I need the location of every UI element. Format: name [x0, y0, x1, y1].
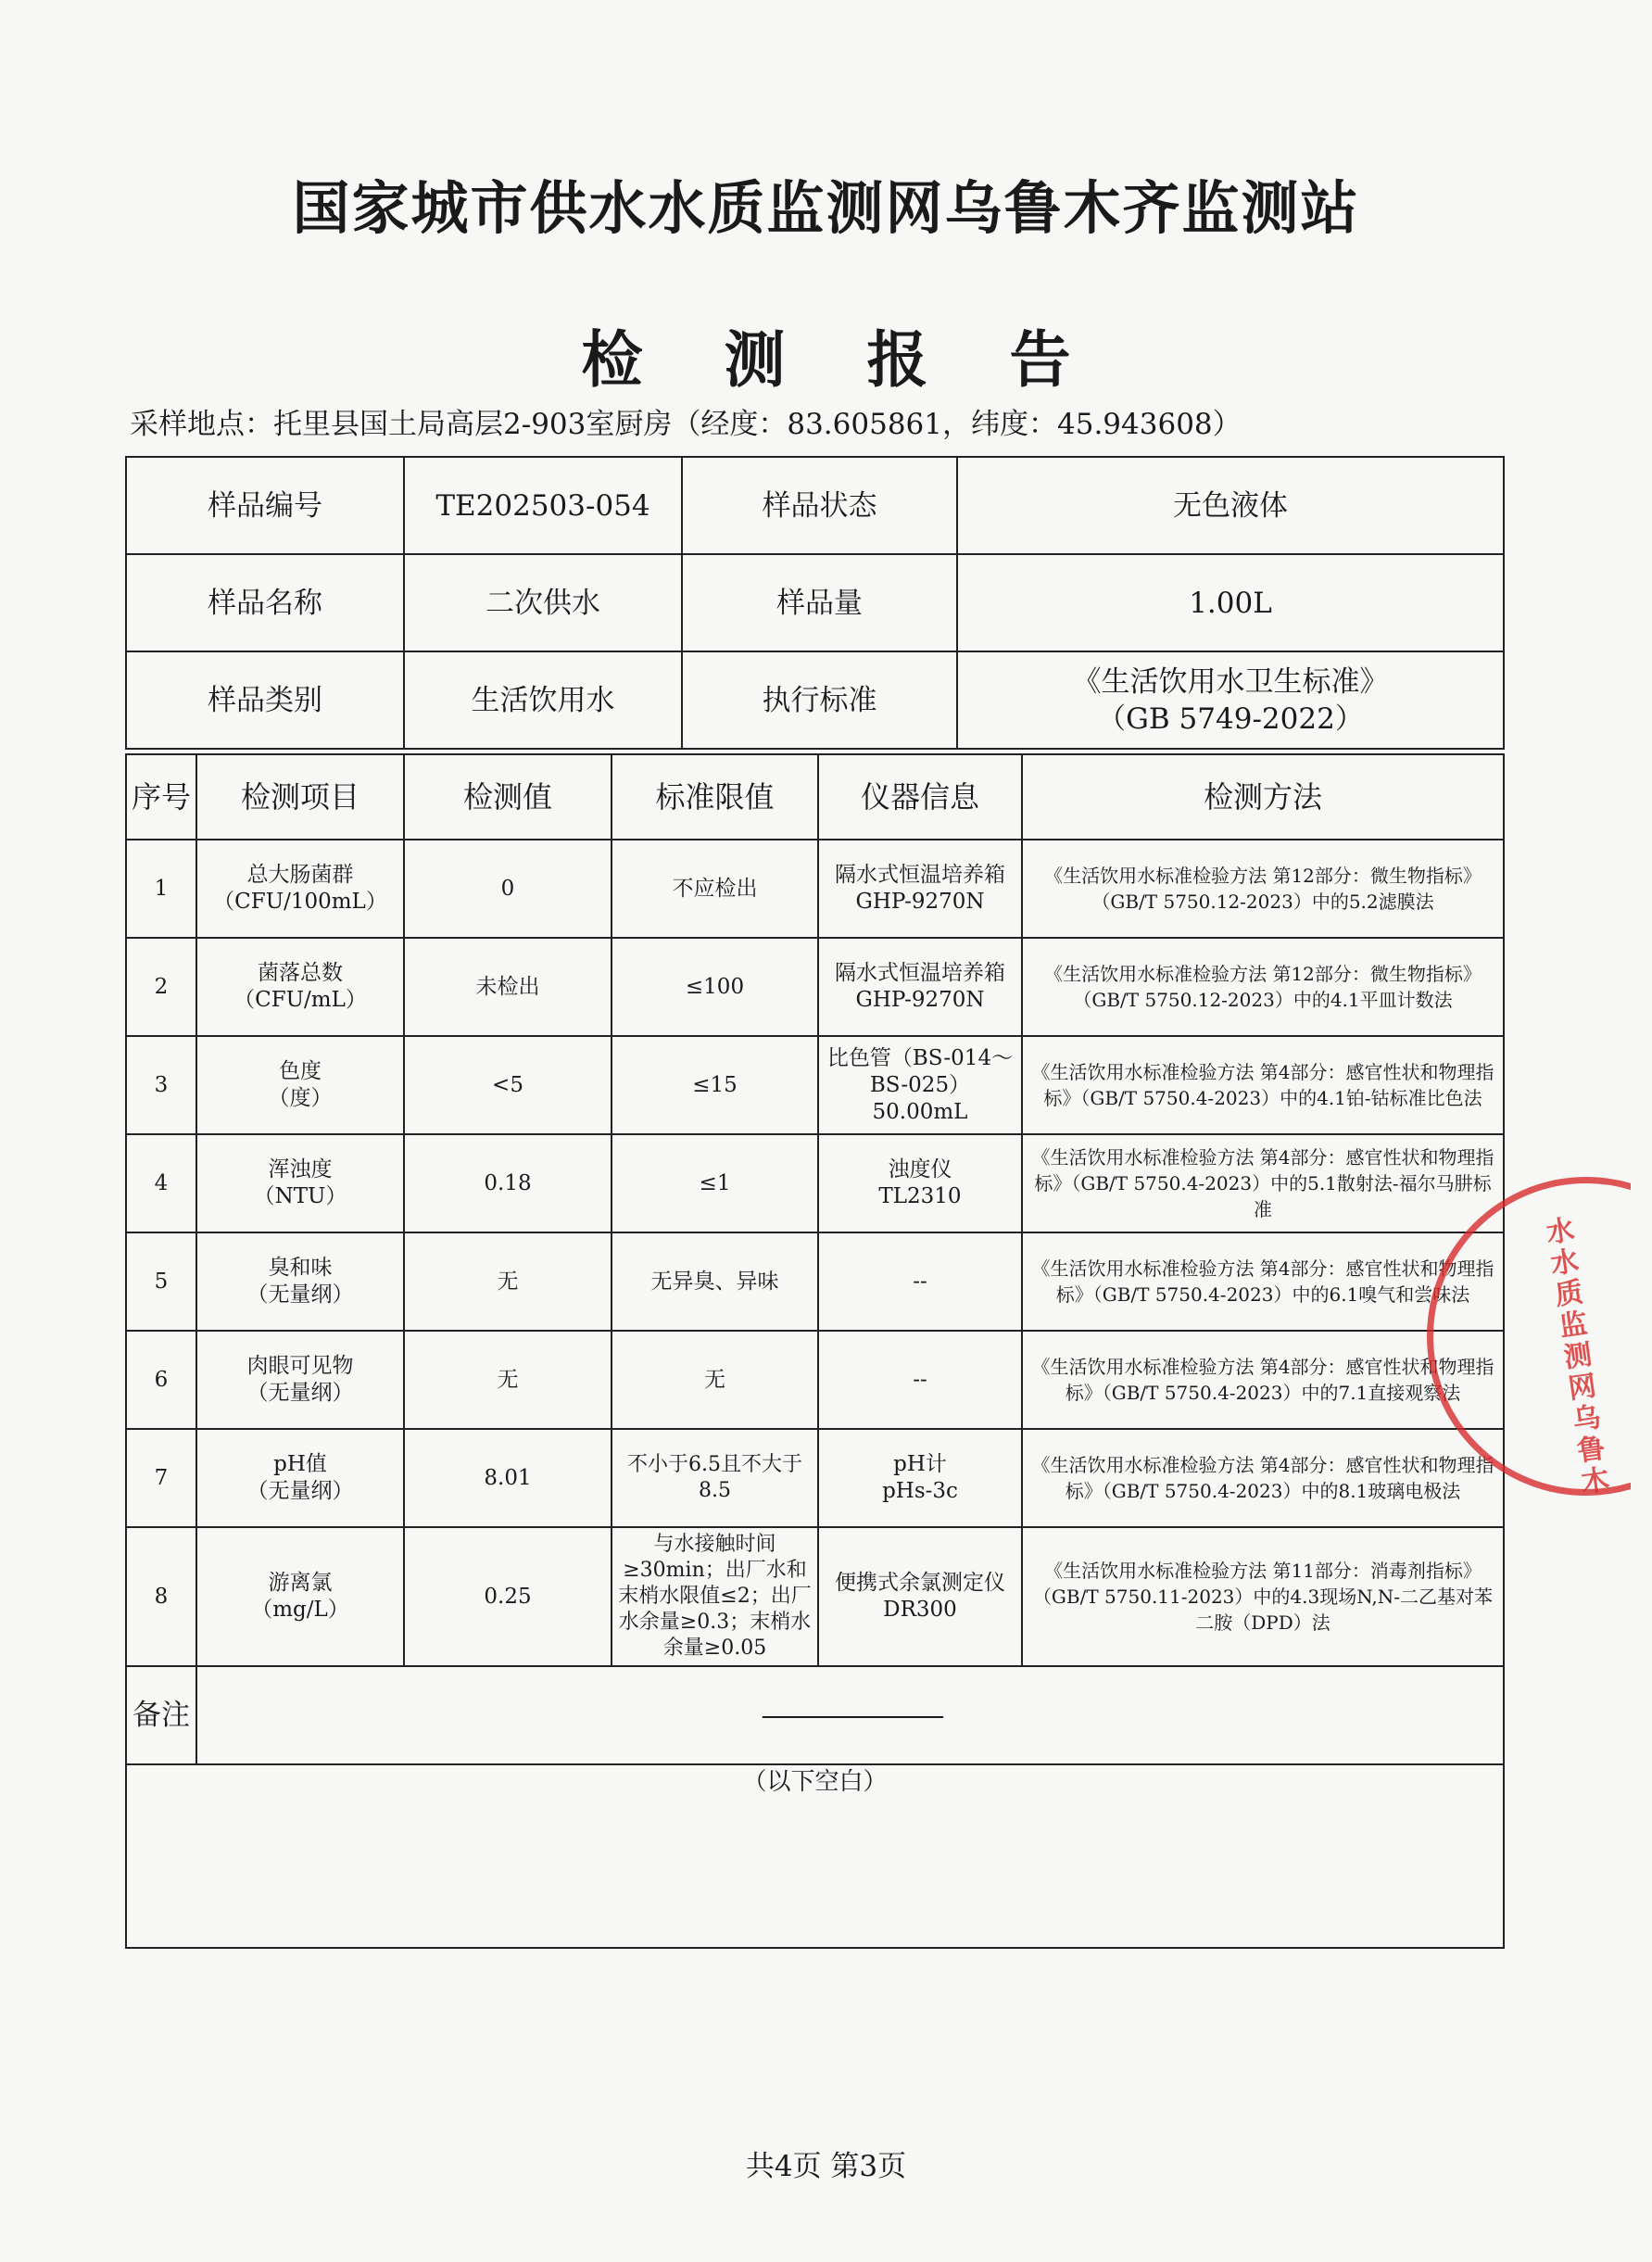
row-method: 《生活饮用水标准检验方法 第4部分：感官性状和物理指标》（GB/T 5750.4-2023）中的5.1散射法-福尔马肼标准: [1022, 1134, 1504, 1232]
row-limit: 不应检出: [612, 840, 818, 938]
item-name: 游离氯: [268, 1571, 333, 1595]
row-no: 6: [126, 1331, 196, 1429]
table-row: [126, 840, 1504, 938]
item-unit: （无量纲）: [246, 1381, 354, 1405]
row-value: 0: [404, 840, 612, 938]
col-header-instrument: 仪器信息: [818, 754, 1022, 840]
row-value: 8.01: [404, 1429, 612, 1527]
standard-line-2: （GB 5749-2022）: [1097, 701, 1364, 736]
table-row: [126, 938, 1504, 1036]
sample-quantity-value: 1.00L: [957, 554, 1504, 651]
row-instrument: [818, 938, 1022, 1036]
remark-label: 备注: [126, 1666, 196, 1764]
row-method: 《生活饮用水标准检验方法 第4部分：感官性状和物理指标》（GB/T 5750.4-2023）中的7.1直接观察法: [1022, 1331, 1504, 1429]
instrument-line: --: [913, 1367, 927, 1392]
row-instrument: [818, 1429, 1022, 1527]
row-limit: 不小于6.5且不大于8.5: [612, 1429, 818, 1527]
item-unit: （CFU/100mL）: [213, 890, 387, 914]
standard-label: 执行标准: [682, 651, 957, 749]
report-title-char: 检: [581, 324, 643, 396]
row-limit: ≤15: [612, 1036, 818, 1134]
col-header-limit: 标准限值: [612, 754, 818, 840]
table-row: [126, 1232, 1504, 1331]
item-unit: （mg/L）: [251, 1598, 349, 1622]
row-item: [196, 1036, 404, 1134]
instrument-line: GHP-9270N: [855, 890, 985, 914]
row-value: 0.25: [404, 1527, 612, 1666]
instrument-line: pHs-3c: [882, 1479, 958, 1503]
item-unit: （CFU/mL）: [233, 988, 367, 1012]
item-name: 臭和味: [268, 1256, 333, 1280]
instrument-line: 比色管（BS-014～: [826, 1045, 1014, 1070]
col-header-method: 检测方法: [1022, 754, 1504, 840]
row-instrument: [818, 1134, 1022, 1232]
instrument-line: 浊度仪: [888, 1157, 952, 1182]
sampling-location: 采样地点：托里县国土局高层2-903室厨房（经度：83.605861，纬度：45.943608）: [130, 408, 1242, 441]
instrument-line: GHP-9270N: [855, 988, 985, 1012]
item-name: 浑浊度: [268, 1157, 333, 1182]
row-no: 2: [126, 938, 196, 1036]
row-instrument: [818, 1036, 1022, 1134]
row-instrument: [818, 1527, 1022, 1666]
standard-line-1: 《生活饮用水卫生标准》: [1072, 664, 1389, 699]
row-method: 《生活饮用水标准检验方法 第4部分：感官性状和物理指标》（GB/T 5750.4-2023）中的4.1铂-钴标准比色法: [1022, 1036, 1504, 1134]
table-row: [126, 1036, 1504, 1134]
row-no: 3: [126, 1036, 196, 1134]
row-limit: ≤1: [612, 1134, 818, 1232]
row-method: 《生活饮用水标准检验方法 第11部分：消毒剂指标》（GB/T 5750.11-2023）中的4.3现场N,N-二乙基对苯二胺（DPD）法: [1022, 1527, 1504, 1666]
row-no: 7: [126, 1429, 196, 1527]
org-title: 国家城市供水水质监测网乌鲁木齐监测站: [292, 174, 1360, 242]
row-method: 《生活饮用水标准检验方法 第4部分：感官性状和物理指标》（GB/T 5750.4-2023）中的6.1嗅气和尝味法: [1022, 1232, 1504, 1331]
row-instrument: [818, 1331, 1022, 1429]
item-name: 肉眼可见物: [246, 1354, 354, 1378]
row-item: [196, 1134, 404, 1232]
remark-value: ————————: [196, 1666, 1504, 1764]
row-value: <5: [404, 1036, 612, 1134]
row-method: 《生活饮用水标准检验方法 第12部分：微生物指标》（GB/T 5750.12-2023）中的4.1平皿计数法: [1022, 938, 1504, 1036]
row-value: 未检出: [404, 938, 612, 1036]
row-value: 0.18: [404, 1134, 612, 1232]
report-title-char: 告: [1009, 324, 1071, 396]
row-instrument: [818, 1232, 1022, 1331]
instrument-line: 隔水式恒温培养箱: [835, 961, 1005, 985]
info-row: [126, 554, 1504, 651]
blank-note: （以下空白）: [126, 1764, 1504, 1948]
remark-row: [126, 1666, 1504, 1764]
col-header-item: 检测项目: [196, 754, 404, 840]
info-row: [126, 651, 1504, 749]
item-unit: （度）: [268, 1086, 333, 1110]
row-value: 无: [404, 1232, 612, 1331]
sample-category-value: 生活饮用水: [404, 651, 682, 749]
report-title-char: 测: [724, 324, 786, 396]
sample-state-label: 样品状态: [682, 457, 957, 554]
report-title-char: 报: [866, 324, 928, 396]
sample-id-value: TE202503-054: [404, 457, 682, 554]
stamp-text: 水水质监测网乌鲁木: [1544, 1213, 1612, 1499]
results-table: [125, 753, 1505, 1949]
row-limit: 与水接触时间≥30min；出厂水和末梢水限值≤2；出厂水余量≥0.3；末梢水余量≥0.05: [612, 1527, 818, 1666]
blank-row: [126, 1764, 1504, 1948]
row-item: [196, 1527, 404, 1666]
row-item: [196, 1232, 404, 1331]
instrument-line: 隔水式恒温培养箱: [835, 863, 1005, 887]
table-row: [126, 1527, 1504, 1666]
instrument-line: 便携式余氯测定仪: [835, 1571, 1005, 1595]
row-limit: 无异臭、异味: [612, 1232, 818, 1331]
instrument-line: pH计: [893, 1452, 947, 1476]
row-no: 1: [126, 840, 196, 938]
row-no: 5: [126, 1232, 196, 1331]
page-number: 共4页 第3页: [745, 2150, 907, 2183]
item-unit: （无量纲）: [246, 1479, 354, 1503]
row-item: [196, 1331, 404, 1429]
item-unit: （NTU）: [253, 1184, 347, 1208]
row-item: [196, 1429, 404, 1527]
item-name: pH值: [273, 1452, 327, 1476]
item-name: 色度: [279, 1059, 322, 1083]
table-row: [126, 1134, 1504, 1232]
report-title: [0, 310, 1652, 398]
item-name: 菌落总数: [258, 961, 343, 985]
sample-state-value: 无色液体: [957, 457, 1504, 554]
sample-quantity-label: 样品量: [682, 554, 957, 651]
standard-value: [957, 651, 1504, 749]
item-name: 总大肠菌群: [246, 863, 354, 887]
sample-name-label: 样品名称: [126, 554, 404, 651]
row-item: [196, 938, 404, 1036]
info-row: [126, 457, 1504, 554]
row-no: 4: [126, 1134, 196, 1232]
sample-id-label: 样品编号: [126, 457, 404, 554]
sample-name-value: 二次供水: [404, 554, 682, 651]
sample-info-table: [125, 456, 1505, 750]
table-row: [126, 1331, 1504, 1429]
row-method: 《生活饮用水标准检验方法 第12部分：微生物指标》（GB/T 5750.12-2023）中的5.2滤膜法: [1022, 840, 1504, 938]
row-limit: ≤100: [612, 938, 818, 1036]
sample-category-label: 样品类别: [126, 651, 404, 749]
instrument-line: --: [913, 1269, 927, 1294]
col-header-value: 检测值: [404, 754, 612, 840]
instrument-line: TL2310: [878, 1184, 962, 1208]
instrument-line: BS-025）: [869, 1072, 971, 1097]
row-method: 《生活饮用水标准检验方法 第4部分：感官性状和物理指标》（GB/T 5750.4-2023）中的8.1玻璃电极法: [1022, 1429, 1504, 1527]
instrument-line: DR300: [883, 1598, 957, 1622]
table-row: [126, 1429, 1504, 1527]
row-item: [196, 840, 404, 938]
col-header-no: 序号: [126, 754, 196, 840]
results-header-row: [126, 754, 1504, 840]
row-value: 无: [404, 1331, 612, 1429]
row-instrument: [818, 840, 1022, 938]
item-unit: （无量纲）: [246, 1283, 354, 1307]
row-no: 8: [126, 1527, 196, 1666]
row-limit: 无: [612, 1331, 818, 1429]
instrument-line: 50.00mL: [872, 1099, 968, 1124]
